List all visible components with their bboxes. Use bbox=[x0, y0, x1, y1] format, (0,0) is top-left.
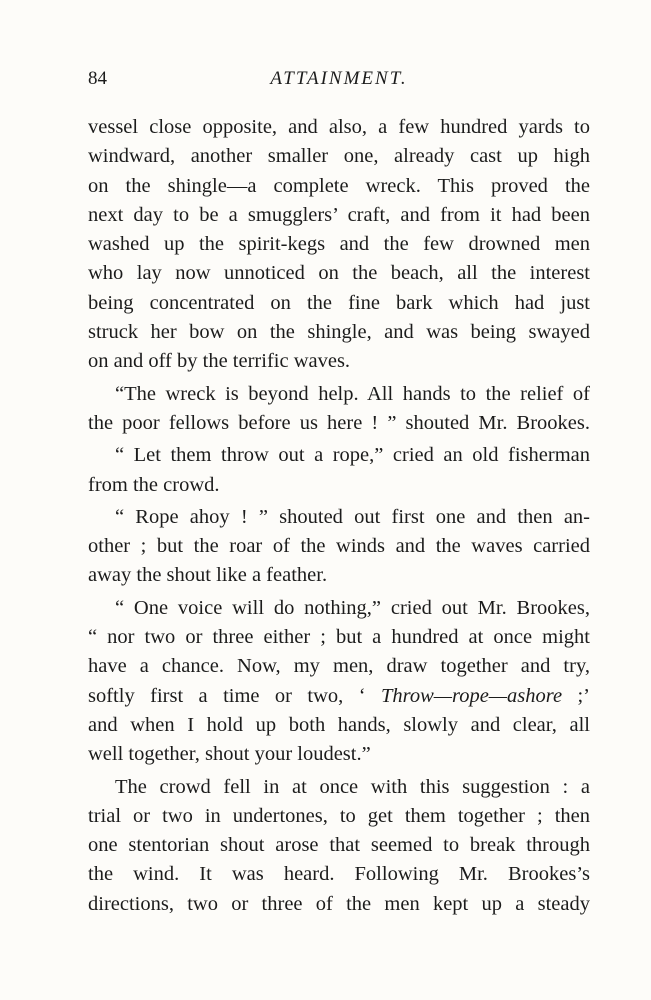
text-line: windward, another smaller one, already cast up high bbox=[88, 145, 590, 168]
text-line: the wind. It was heard. Following Mr. Brookes’s bbox=[88, 863, 590, 886]
text-line: trial or two in undertones, to get them together ; then bbox=[88, 804, 590, 827]
running-head bbox=[88, 68, 590, 98]
running-title: ATTAINMENT. bbox=[270, 68, 408, 89]
text-line: washed up the spirit-kegs and the few drowned men bbox=[88, 233, 590, 256]
text-line: who lay now unnoticed on the beach, all the interest bbox=[88, 262, 590, 285]
text-line: have a chance. Now, my men, draw together and try, bbox=[88, 655, 590, 678]
text-line: well together, shout your loudest.” bbox=[88, 743, 371, 766]
body-text bbox=[88, 113, 590, 919]
text-line: “ One voice will do nothing,” cried out Mr. Brookes, bbox=[115, 596, 590, 619]
text-line: away the shout like a feather. bbox=[88, 564, 328, 587]
text-line: “The wreck is beyond help. All hands to the relief of bbox=[115, 382, 590, 405]
text-line: from the crowd. bbox=[88, 473, 220, 496]
text-line: and when I hold up both hands, slowly and clear, all bbox=[88, 713, 590, 736]
text-line: one stentorian shout arose that seemed to break through bbox=[88, 834, 590, 857]
text-line: on and off by the terrific waves. bbox=[88, 350, 351, 373]
page-number: 84 bbox=[88, 68, 107, 89]
text-line: other ; but the roar of the winds and the waves carried bbox=[88, 535, 590, 558]
text-line: “ Rope ahoy ! ” shouted out first one and then an- bbox=[115, 505, 590, 528]
text-line: being concentrated on the fine bark which had just bbox=[88, 291, 590, 314]
text-line: The crowd fell in at once with this suggestion : a bbox=[115, 775, 590, 798]
text-line: softly first a time or two, ‘ Throw—rope—ashore ;’ bbox=[88, 684, 591, 707]
text-line: “ nor two or three either ; but a hundred at once might bbox=[88, 626, 590, 649]
text-line: directions, two or three of the men kept up a steady bbox=[88, 892, 590, 915]
text-line: “ Let them throw out a rope,” cried an old fisherman bbox=[115, 444, 590, 467]
text-line: vessel close opposite, and also, a few hundred yards to bbox=[88, 116, 590, 138]
text-line: next day to be a smugglers’ craft, and from it had been bbox=[88, 203, 590, 226]
text-line: struck her bow on the shingle, and was being swayed bbox=[88, 321, 590, 344]
text-line: the poor fellows before us here ! ” shouted Mr. Brookes. bbox=[88, 411, 590, 434]
text-line: on the shingle—a complete wreck. This proved the bbox=[88, 174, 590, 197]
